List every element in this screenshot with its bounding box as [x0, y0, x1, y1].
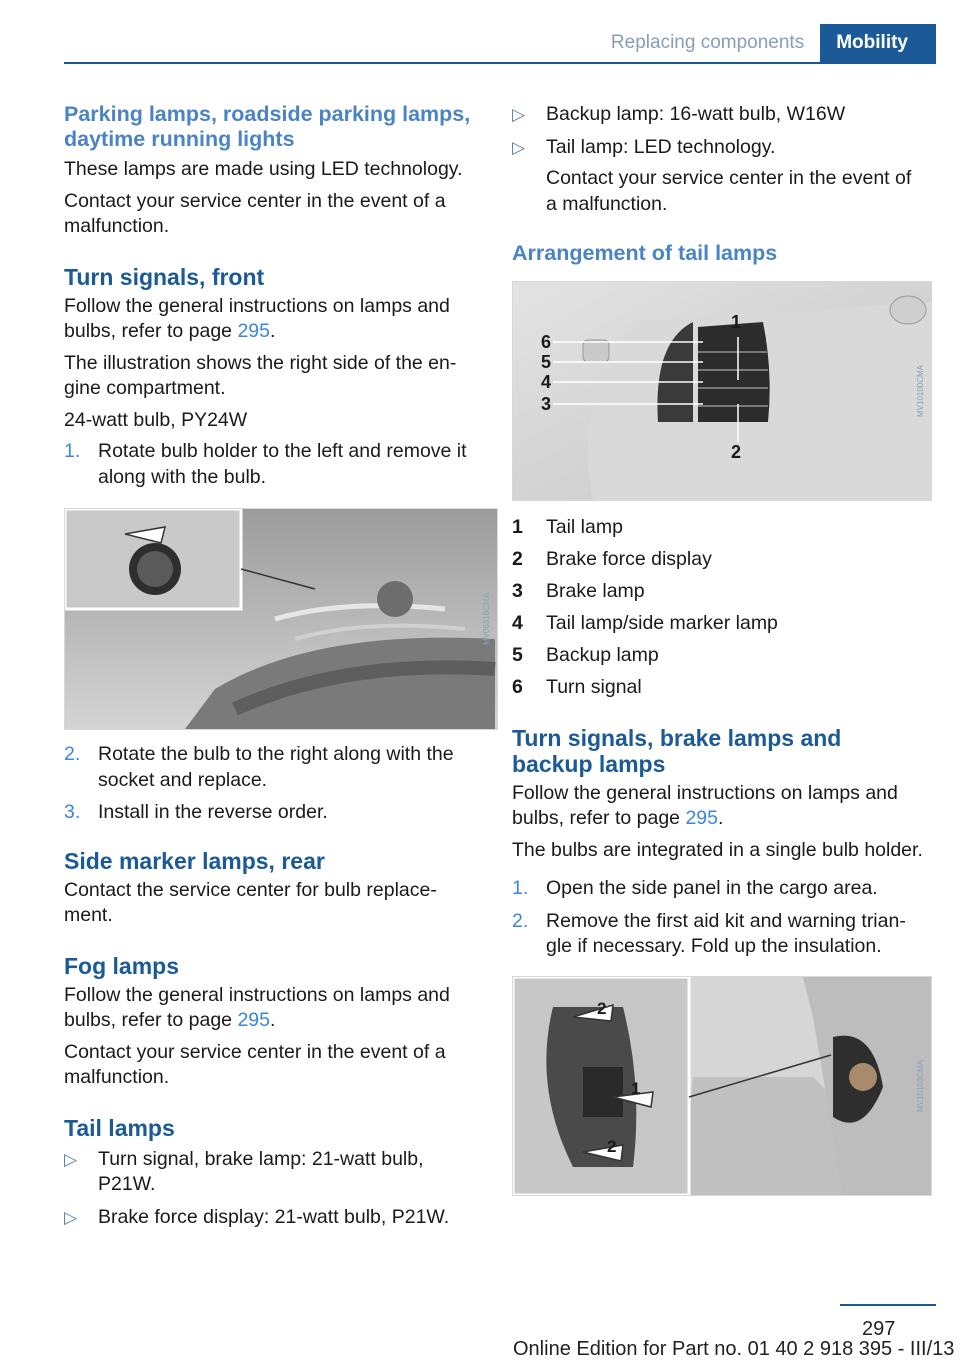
- bullet-glyph: ▷: [64, 1149, 78, 1169]
- tail-bullet-3: [512, 102, 926, 128]
- turn-front-text-1-post: .: [270, 320, 276, 342]
- header-section-title: Replacing components: [610, 32, 805, 53]
- step-text: Open the side panel in the cargo area.: [546, 877, 878, 899]
- tbb-step-2: [512, 909, 926, 960]
- fog-text-pre: Follow the general instructions on lamps and bulbs, refer to page: [64, 983, 450, 1031]
- legend-key: 6: [512, 676, 523, 698]
- figure-code: MV06316CMA: [482, 592, 491, 646]
- bullet-text: Brake force display: 21-watt bulb, P21W.: [98, 1205, 450, 1228]
- side-marker-heading: Side marker lamps, rear: [64, 847, 325, 874]
- footer-rule: [840, 1304, 936, 1306]
- bullet-glyph: ▷: [512, 137, 526, 157]
- bullet-text: Tail lamp: LED technology.: [546, 135, 776, 158]
- tail-led-note: Contact your service center in the event of a malfunction.: [546, 167, 912, 215]
- step-number: 2.: [64, 743, 81, 765]
- step-number: 2.: [512, 909, 529, 932]
- figure-code: MV10100CMA: [916, 364, 925, 418]
- parking-lamps-text-2: Contact your service center in the event of a malfunction.: [64, 189, 446, 237]
- bullet-glyph: ▷: [64, 1207, 78, 1227]
- right-column: [512, 102, 926, 1196]
- figure-label-2: 2: [731, 442, 742, 462]
- tbb-text-1: [512, 781, 926, 832]
- step-text: Rotate the bulb to the right along with the socket and replace.: [98, 743, 454, 791]
- legend-value: Turn signal: [546, 676, 642, 698]
- tail-bullet-1: [64, 1147, 478, 1198]
- legend-item: [512, 579, 926, 605]
- legend-item: [512, 643, 926, 669]
- arrangement-legend: [512, 515, 926, 701]
- parking-lamps-text-1: These lamps are made using LED technology.: [64, 158, 463, 180]
- legend-value: Backup lamp: [546, 644, 659, 666]
- bullet-glyph: ▷: [512, 105, 526, 124]
- bullet-text: Backup lamp: 16-watt bulb, W16W: [546, 103, 846, 125]
- legend-item: [512, 515, 926, 541]
- figure-label-1: 1: [731, 312, 742, 332]
- legend-key: 2: [512, 548, 523, 570]
- fog-lamps-text-1: [64, 983, 478, 1034]
- page-link-295[interactable]: 295: [237, 320, 270, 342]
- legend-value: Tail lamp/side marker lamp: [546, 612, 778, 634]
- tbb-step-1: [512, 876, 926, 902]
- fog-lamps-text-2: Contact your service center in the event of a malfunction.: [64, 1040, 446, 1088]
- tbb-text-2: The bulbs are integrated in a single bulb holder.: [512, 838, 923, 861]
- legend-item: [512, 547, 926, 573]
- legend-key: 1: [512, 516, 523, 538]
- tail-bullet-4: [512, 135, 926, 161]
- turn-brake-backup-heading: Turn signals, brake lamps and backup lamps: [512, 724, 842, 777]
- legend-key: 5: [512, 644, 523, 666]
- step-text: Remove the first aid kit and warning trian‐gle if necessary. Fold up the insulation.: [546, 909, 906, 957]
- side-marker-text: Contact the service center for bulb replace‐ment.: [64, 878, 437, 926]
- step-number: 3.: [64, 801, 81, 823]
- tail-bullet-2: [64, 1205, 478, 1231]
- arrangement-heading: Arrangement of tail lamps: [512, 241, 778, 265]
- figure-label-4: 4: [541, 372, 552, 392]
- legend-value: Brake lamp: [546, 580, 645, 602]
- figure-code: MV10103CMA: [916, 1059, 925, 1112]
- bullet-text: Turn signal, brake lamp: 21-watt bulb, P21W.: [98, 1147, 424, 1195]
- tbb-text-post: .: [718, 807, 724, 829]
- page-link-295[interactable]: 295: [685, 807, 718, 829]
- header-chapter-tab: Mobility: [820, 24, 936, 62]
- figure-label-6: 6: [541, 332, 552, 352]
- page-link-295[interactable]: 295: [237, 1009, 270, 1031]
- figure-label-3: 3: [541, 394, 552, 414]
- parking-lamps-heading: Parking lamps, roadside parking lamps, daytime running lights: [64, 102, 471, 151]
- tbb-text-pre: Follow the general instructions on lamps and bulbs, refer to page: [512, 781, 898, 829]
- step-number: 1.: [64, 440, 81, 462]
- turn-front-step-3: [64, 800, 478, 826]
- figure-label-5: 5: [541, 352, 552, 372]
- step-number: 1.: [512, 877, 529, 899]
- turn-front-text-1-pre: Follow the general instructions on lamps and bulbs, refer to page: [64, 294, 450, 342]
- page-number: 297: [862, 1318, 896, 1340]
- fog-lamps-heading: Fog lamps: [64, 952, 180, 979]
- legend-key: 3: [512, 580, 523, 602]
- figure-label-2-top: 2: [597, 998, 607, 1018]
- turn-front-step-2: [64, 742, 478, 793]
- figure-label-1: 1: [631, 1078, 641, 1098]
- tail-lamps-heading: Tail lamps: [64, 1114, 175, 1141]
- online-edition-text: Online Edition for Part no. 01 40 2 918 395 - III/13: [513, 1338, 955, 1360]
- step-text: Install in the reverse order.: [98, 801, 328, 823]
- running-header: [595, 24, 936, 62]
- tail-lamp-arrangement-figure: [512, 281, 932, 501]
- header-rule: [64, 62, 936, 64]
- turn-front-text-2: The illustration shows the right side of the en‐gine compartment.: [64, 351, 457, 399]
- legend-item: [512, 675, 926, 701]
- legend-item: [512, 611, 926, 637]
- turn-front-text-1: [64, 294, 478, 345]
- left-column: [64, 102, 491, 1230]
- engine-compartment-figure: [64, 508, 498, 730]
- fog-text-post: .: [270, 1009, 276, 1031]
- turn-front-text-3: 24-watt bulb, PY24W: [64, 408, 248, 431]
- legend-value: Tail lamp: [546, 516, 623, 538]
- legend-key: 4: [512, 612, 523, 634]
- step-text: Rotate bulb holder to the left and remove it along with the bulb.: [98, 440, 467, 488]
- turn-signals-front-heading: Turn signals, front: [64, 263, 265, 290]
- legend-value: Brake force display: [546, 548, 712, 570]
- turn-front-step-1: [64, 439, 478, 490]
- figure-label-2-bottom: 2: [607, 1136, 617, 1156]
- cargo-area-figure: [512, 976, 932, 1196]
